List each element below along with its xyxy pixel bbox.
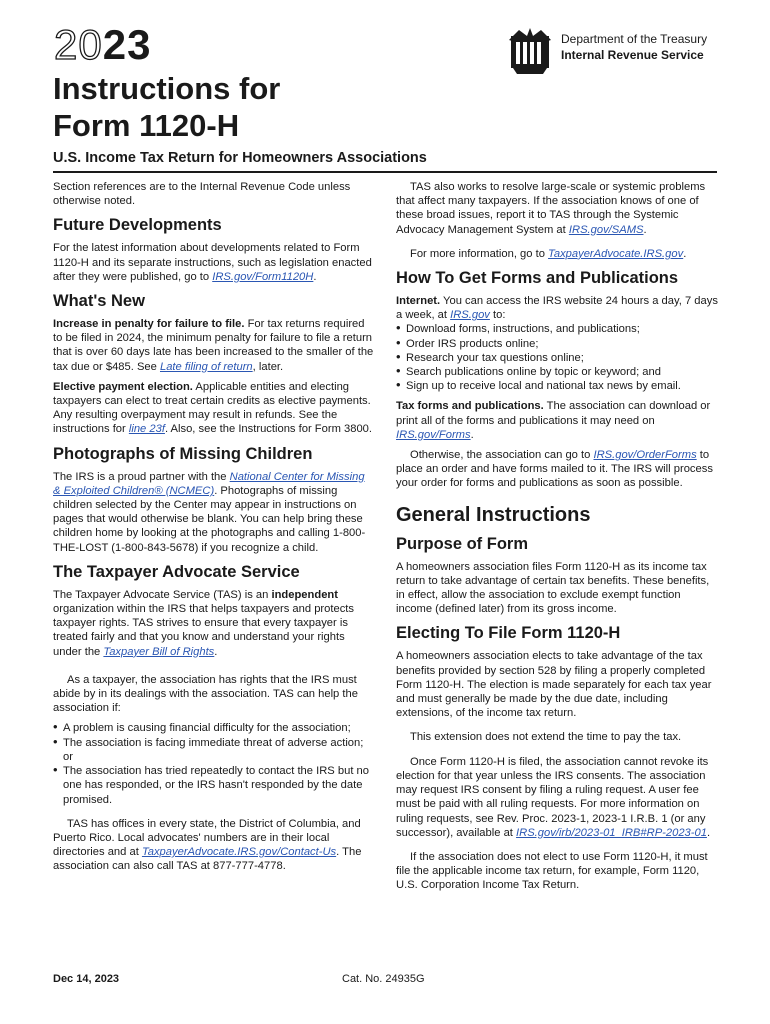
systemic-text: TAS also works to resolve large-scale or systemic problems that affect many taxpayers. If the association knows of one of these broad issues, report it to TAS through the Systemic Advocacy Management System at IRS.gov/SAMS.: [396, 181, 706, 236]
more-info-text: For more information, go to TaxpayerAdvocate.IRS.gov.: [410, 247, 687, 260]
irs-gov-link[interactable]: IRS.gov: [450, 309, 490, 322]
elective-paragraph: Elective payment election. Applicable entities and electing taxpayers can elect to treat certain credits as elective payments. Any resulting overpayment may result in refunds. See the instructions for line 23f. Also, see the Instructions for Form 3800.: [53, 380, 373, 436]
offices-text: TAS has offices in every state, the District of Columbia, and Puerto Rico. Local advocates' numbers are in their local directories and at TaxpayerAdvocate.IRS.gov/Contact-Us. The association can also call TAS at 877-777-4778.: [53, 817, 362, 873]
left-column: [53, 180, 375, 880]
intro-text: Section references are to the Internal Revenue Code unless otherwise noted.: [53, 181, 351, 208]
year-bold: 23: [102, 21, 152, 68]
list-item: • The association has tried repeatedly to contact the IRS but no one has responded, or the IRS hasn't responded by the date promised.: [53, 764, 375, 807]
list-item: • Research your tax questions online;: [396, 351, 718, 365]
future-developments-heading: Future Developments: [53, 216, 222, 235]
internet-text: Internet. You can access the IRS website 24 hours a day, 7 days a week, at IRS.gov to:: [396, 295, 718, 322]
missing-children-text: The IRS is a proud partner with the National Center for Missing & Exploited Children® (NCMEC). Photographs of missing children selected by the Center may appear in instructions on pages that would otherwise be blank. You can help bring these children home by looking at the photographs and calling 1-800-THE-LOST (1-800-843-5678) if you recognize a child.: [53, 470, 366, 554]
penalty-paragraph: Increase in penalty for failure to file. For tax returns required to be filed in 2024, the minimum penalty for failure to file a return that is over 60 days late has been increased to the smaller of the tax due or $485. See Late filing of return, later.: [53, 318, 374, 373]
taxpayer-advocate-link[interactable]: TaxpayerAdvocate.IRS.gov: [548, 247, 684, 260]
year-light: 20: [54, 21, 103, 68]
taxpayer-advocate-heading: The Taxpayer Advocate Service: [53, 562, 300, 581]
right-column: [396, 180, 718, 899]
forms-heading: How To Get Forms and Publications: [396, 269, 679, 288]
rights-text: As a taxpayer, the association has rights that the IRS must abide by in its dealings with the association. TAS can help the association if:: [53, 673, 358, 715]
electing-heading: Electing To File Form 1120-H: [396, 624, 621, 643]
not-elect-text: If the association does not elect to use Form 1120-H, it must file the applicable income tax return, for example, Form 1120, U.S. Corporation Income Tax Return.: [396, 850, 708, 892]
tax-forms-text: Tax forms and publications. The association can download or print all of the forms and publications it may need on IRS.gov/Forms.: [396, 400, 711, 441]
form1120h-link[interactable]: IRS.gov/Form1120H: [212, 270, 314, 283]
forms-link[interactable]: IRS.gov/Forms: [396, 428, 471, 441]
line-23f-link[interactable]: line 23f: [128, 423, 165, 436]
order-forms-link[interactable]: IRS.gov/OrderForms: [593, 449, 697, 462]
order-forms-text: Otherwise, the association can go to IRS.gov/OrderForms to place an order and have forms mailed to it. The IRS will process your order for forms and publications as soon as possible.: [396, 449, 713, 490]
rev-proc-link[interactable]: IRS.gov/irb/2023-01_IRB#RP-2023-01: [516, 826, 707, 839]
title-line-2: Form 1120-H: [53, 108, 240, 143]
year-mark: [54, 22, 151, 68]
irs-eagle-icon: [505, 26, 555, 76]
missing-children-heading: Photographs of Missing Children: [53, 444, 313, 463]
agency-block: [505, 26, 725, 76]
form-subtitle: U.S. Income Tax Return for Homeowners Associations: [53, 150, 427, 166]
list-item: • The association is facing immediate threat of adverse action; or: [53, 736, 375, 764]
title-line-1: Instructions for: [53, 71, 281, 106]
tas-text: The Taxpayer Advocate Service (TAS) is an independent organization within the IRS that helps taxpayers and protects taxpayer rights. TAS strives to ensure that every taxpayer is treated fairly and that you know and understand your rights under the Taxpayer Bill of Rights.: [53, 588, 354, 658]
internet-list: [396, 322, 718, 393]
late-filing-link[interactable]: Late filing of return: [159, 360, 253, 373]
header-divider: [53, 171, 717, 173]
sams-link[interactable]: IRS.gov/SAMS: [568, 223, 644, 236]
future-developments-text: For the latest information about developments related to Form 1120-H and its separate instructions, such as legislation enacted after they were published, go to IRS.gov/Form1120H.: [53, 242, 372, 283]
department-name: Department of the Treasury: [561, 32, 708, 46]
revoke-text: Once Form 1120-H is filed, the association cannot revoke its election for that year unless the IRS consents. The association may request IRS consent by filing a ruling request. A user fee must be paid with all ruling requests. For more information on ruling requests, see Rev. Proc. 2023-1, 2023-1 I.R.B. 1 (or any successor), available at IRS.gov/irb/2023-01_IRB#RP-2023-01.: [396, 755, 711, 839]
general-instructions-heading: General Instructions: [396, 503, 591, 526]
whats-new-heading: What's New: [53, 292, 145, 311]
list-item: • Sign up to receive local and national tax news by email.: [396, 379, 718, 393]
agency-name: Internal Revenue Service: [561, 48, 704, 62]
document-title: [53, 70, 280, 144]
electing-text: A homeowners association elects to take advantage of the tax benefits provided by section 528 by filing a properly completed Form 1120-H. The election is made separately for each tax year and must generally be made by the due date, including extensions, of the income tax return.: [396, 650, 712, 720]
list-item: • Search publications online by topic or keyword; and: [396, 365, 718, 379]
purpose-text: A homeowners association files Form 1120-H as its income tax return to take advantage of certain tax benefits. These benefits, in effect, allow the association to exclude exempt function income (defined later) from its gross income.: [396, 560, 710, 616]
list-item: • Order IRS products online;: [396, 337, 718, 351]
taxpayer-bill-of-rights-link[interactable]: Taxpayer Bill of Rights: [103, 645, 215, 658]
list-item: • A problem is causing financial difficulty for the association;: [53, 721, 375, 735]
contact-us-link[interactable]: TaxpayerAdvocate.IRS.gov/Contact-Us: [141, 846, 337, 859]
footer-date: Dec 14, 2023: [53, 973, 120, 985]
ncmec-link[interactable]: National Center for Missing & Exploited Children® (NCMEC): [53, 470, 365, 497]
list-item: • Download forms, instructions, and publications;: [396, 322, 718, 336]
rights-list: [53, 721, 375, 806]
catalog-number: Cat. No. 24935G: [342, 973, 425, 985]
extension-text: This extension does not extend the time to pay the tax.: [410, 731, 682, 744]
purpose-heading: Purpose of Form: [396, 534, 529, 553]
